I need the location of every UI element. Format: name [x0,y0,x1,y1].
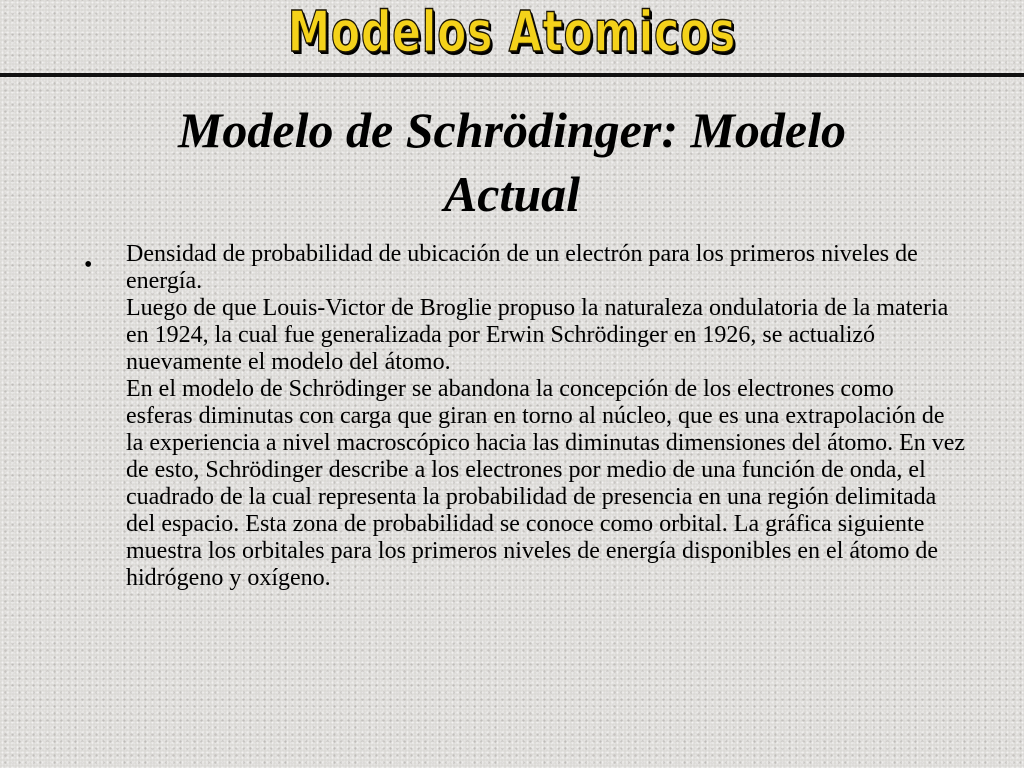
paragraph-broglie: Luego de que Louis-Victor de Broglie propuso la naturaleza ondulatoria de la materia en 1924, la cual fue generalizada por Erwin Schrödinger en 1926, se actualizó nuevamente el modelo del átomo. [126,295,949,375]
banner [0,0,1024,66]
slide-title-line1: Modelo de Schrödinger: Modelo [177,102,847,158]
banner-title: Modelos Atomicos [287,0,737,65]
paragraph-schrodinger-model: En el modelo de Schrödinger se abandona la concepción de los electrones como esferas diminutas con carga que giran en torno al núcleo, que es una extrapolación de la experiencia a nivel macroscópico hacia las diminutas dimensiones del átomo. En vez de esto, Schrödinger describe a los electrones por medio de una función de onda, el cuadrado de la cual representa la probabilidad de presencia en una región delimitada del espacio. Esta zona de probabilidad se conoce como orbital. La gráfica siguiente muestra los orbitales para los primeros niveles de energía disponibles en el átomo de hidrógeno y oxígeno. [126,376,966,591]
body-text [126,241,966,592]
slide-title [0,98,1024,226]
slide-title-line2: Actual [443,166,581,222]
paragraph-density: Densidad de probabilidad de ubicación de un electrón para los primeros niveles de energía. [126,241,918,294]
title-divider [0,73,1024,77]
bullet-icon: • [84,252,93,278]
